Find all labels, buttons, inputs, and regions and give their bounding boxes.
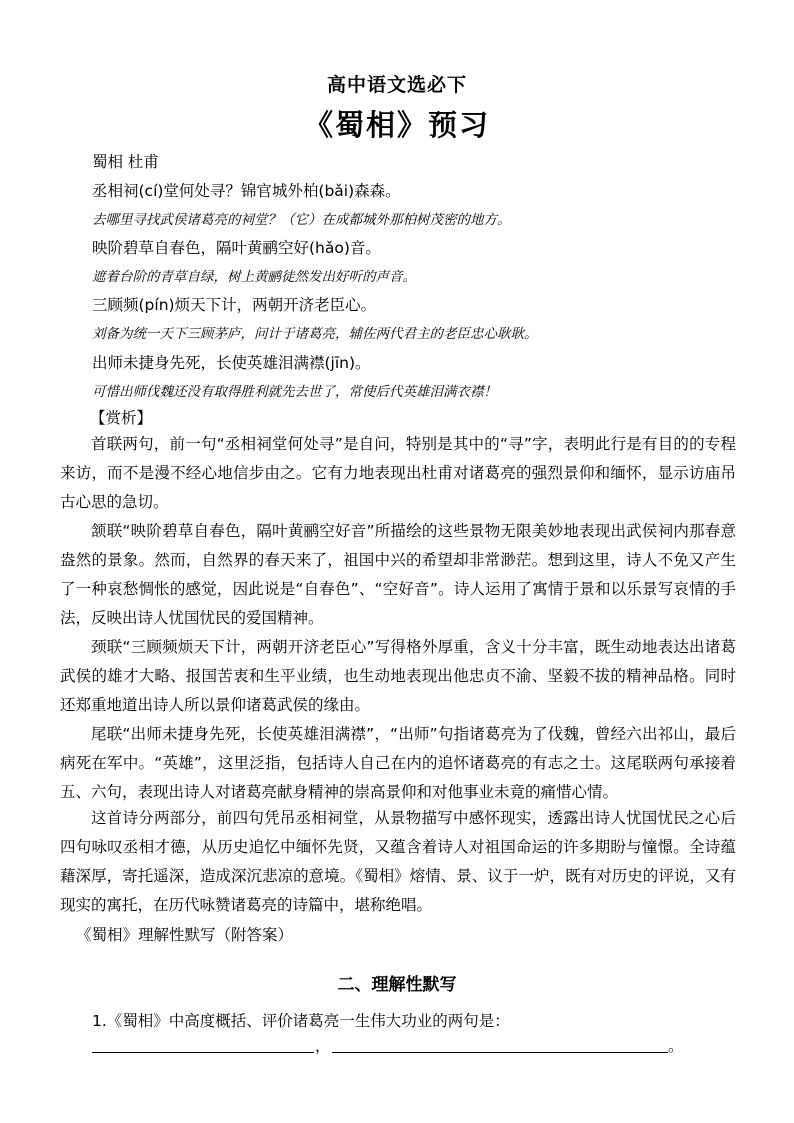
answer-comma: ， [315, 1037, 331, 1055]
poem-byline: 蜀相 杜甫 [92, 153, 159, 171]
poem-line: 丞相祠(cí)堂何处寻？锦官城外柏(bǎi)森森。 [92, 182, 401, 200]
analysis-heading: 【赏析】 [90, 409, 153, 427]
exercise-subtitle: 《蜀相》理解性默写（附答案） [76, 926, 294, 944]
course-title: 高中语文选必下 [326, 74, 467, 96]
poem-line: 出师未捷身先死，长使英雄泪满襟(jīn)。 [92, 354, 371, 372]
analysis-paragraph: 颈联“三顾频烦天下计，两朝开济老臣心”写得格外厚重，含义十分丰富，既生动地表达出诸葛武侯的雄才大略、报国苦衷和生平业绩，也生动地表现出他忠贞不渝、坚毅不拔的精神品格。同时还郑重地道出诗人所以景仰诸葛武侯的缘由。 [60, 638, 736, 714]
analysis-paragraph: 颔联“映阶碧草自春色，隔叶黄鹂空好音”所描绘的这些景物无限美妙地表现出武侯祠内那春意盎然的景象。然而，自然界的春天来了，祖国中兴的希望却非常渺茫。想到这里，诗人不免又产生了一种哀愁惆怅的感觉，因此说是“自春色”、“空好音”。诗人运用了寓情于景和以乐景写哀情的手法，反映出诗人忧国忧民的爱国精神。 [60, 522, 736, 627]
poem-line: 三顾频(pín)烦天下计，两朝开济老臣心。 [92, 296, 377, 314]
poem-translation: 遮着台阶的青草自绿，树上黄鹂徒然发出好听的声音。 [92, 269, 416, 285]
poem-translation: 去哪里寻找武侯诸葛亮的祠堂？（它）在成都城外那柏树茂密的地方。 [92, 212, 511, 228]
section-title: 二、理解性默写 [337, 975, 457, 995]
analysis-paragraph: 首联两句，前一句“丞相祠堂何处寻”是自问，特别是其中的“寻”字，表明此行是有目的的专程来访，而不是漫不经心地信步由之。它有力地表现出杜甫对诸葛亮的强烈景仰和缅怀，显示访庙吊古心思的急切。 [60, 435, 736, 511]
poem-translation: 可惜出师伐魏还没有取得胜利就先去世了，常使后代英雄泪满衣襟！ [92, 384, 497, 400]
answer-blank-2[interactable] [332, 1052, 668, 1053]
poem-line: 映阶碧草自春色，隔叶黄鹂空好(hǎo)音。 [92, 239, 381, 257]
answer-blank-1[interactable] [92, 1052, 314, 1053]
poem-translation: 刘备为统一天下三顾茅庐，问计于诸葛亮，辅佐两代君主的老臣忠心耿耿。 [92, 326, 538, 342]
analysis-paragraph: 这首诗分两部分，前四句凭吊丞相祠堂，从景物描写中感怀现实，透露出诗人忧国忧民之心后四句咏叹丞相才德，从历史追忆中缅怀先贤，又蕴含着诗人对祖国命运的许多期盼与憧憬。全诗蕴藉深厚，寄托遥深，造成深沉悲凉的意境。《蜀相》熔情、景、议于一炉，既有对历史的评说，又有现实的寓托，在历代咏赞诸葛亮的诗篇中，堪称绝唱。 [60, 809, 736, 914]
lesson-title: 《蜀相》预习 [303, 108, 490, 142]
question-1: 1.《蜀相》中高度概括、评价诸葛亮一生伟大功业的两句是： [92, 1012, 510, 1030]
analysis-paragraph: 尾联“出师未捷身先死，长使英雄泪满襟”，“出师”句指诸葛亮为了伐魏，曾经六出祁山，最后病死在军中。“英雄”，这里泛指，包括诗人自己在内的追怀诸葛亮的有志之士。这尾联两句承接着五、六句，表现出诗人对诸葛亮献身精神的崇高景仰和对他事业未竟的痛惜心情。 [60, 725, 736, 801]
answer-period: 。 [668, 1037, 684, 1055]
